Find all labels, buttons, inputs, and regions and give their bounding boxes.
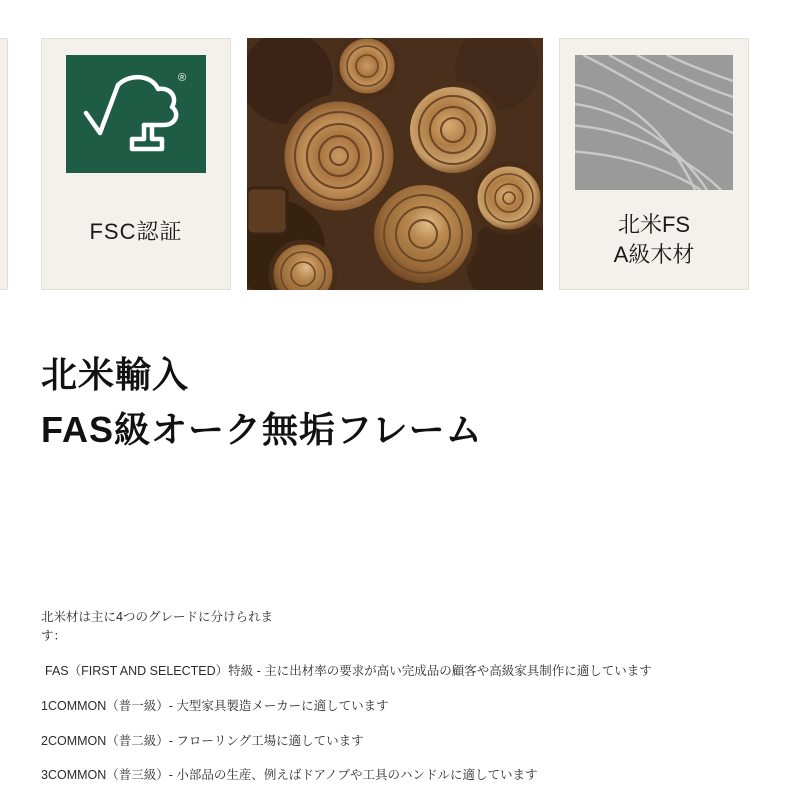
feature-card-strip: [0, 38, 790, 290]
card-fsa-label: [614, 210, 695, 269]
grade-list: [41, 662, 761, 789]
grade-list-item: 2COMMON（普二級）- フローリング工場に適しています: [41, 733, 364, 748]
page-title-line2: FAS級オーク無垢フレーム: [41, 408, 483, 450]
grade-list-item: 1COMMON（普一級）- 大型家具製造メーカーに適しています: [41, 698, 389, 713]
card-fsa-grade: [559, 38, 749, 290]
card-fsa-label-line1: 北米FS: [617, 212, 691, 237]
fsc-tree-checkmark-icon: [66, 55, 206, 173]
page-title-line1: 北米輸入: [41, 354, 190, 395]
stacked-logs-photo: [247, 38, 543, 290]
grade-list-item: FAS（FIRST AND SELECTED）特級 - 主に出材率の要求が高い完成品の顧客や高級家具制作に適しています: [45, 664, 652, 678]
grade-intro-text: 北米材は主に4つのグレードに分けられます：: [41, 610, 273, 644]
card-fsa-label-line2: A級木材: [613, 241, 695, 267]
grade-list-item: 3COMMON（普三級）- 小部品の生産、例えばドアノブや工具のハンドルに適しています: [41, 768, 538, 783]
page-title: [41, 352, 741, 454]
card-fsc-label: FSC認証: [89, 219, 183, 244]
card-fsc-certification: [41, 38, 231, 290]
wood-grain-icon: [575, 55, 733, 190]
card-log-photo: [247, 38, 543, 290]
svg-text:®: ®: [178, 72, 187, 84]
card-partial-left: [0, 38, 8, 290]
